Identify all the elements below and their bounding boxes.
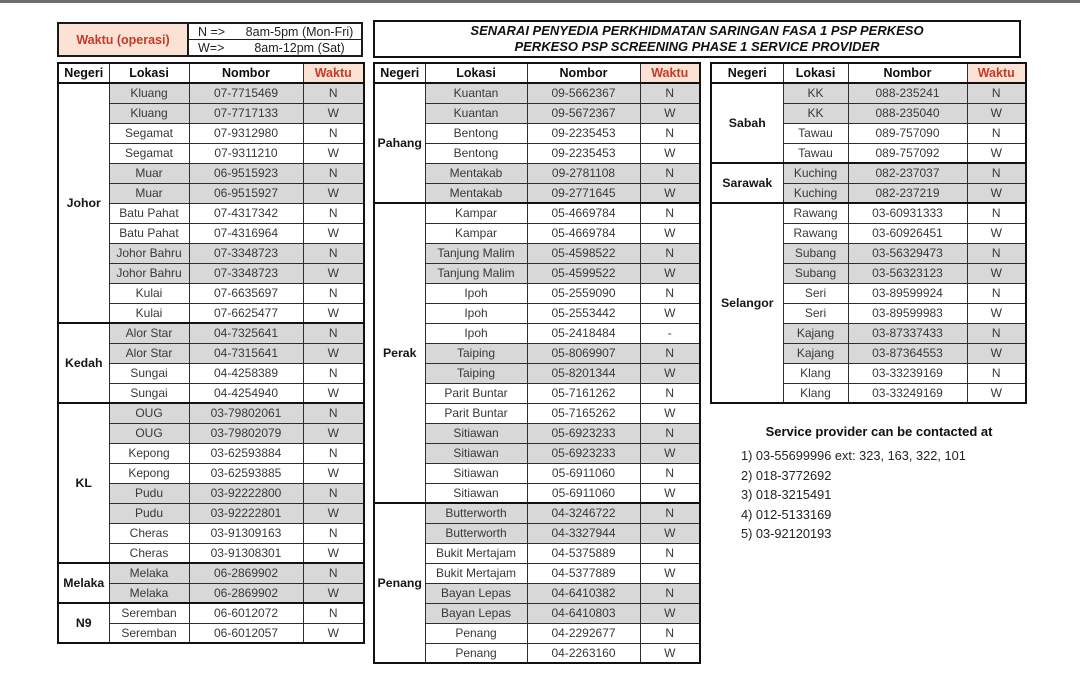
nombor-cell: 04-2292677 <box>527 623 640 643</box>
waktu-cell: N <box>640 203 700 223</box>
lokasi-cell: Ipoh <box>425 283 527 303</box>
waktu-cell: W <box>303 503 364 523</box>
contact-phone-item: 3) 018-3215491 <box>741 487 832 502</box>
nombor-cell: 03-89599983 <box>848 303 967 323</box>
lokasi-cell: Bayan Lepas <box>425 583 527 603</box>
waktu-cell: W <box>967 223 1026 243</box>
waktu-cell: N <box>303 483 364 503</box>
lokasi-cell: Kluang <box>109 103 189 123</box>
waktu-cell: W <box>640 303 700 323</box>
nombor-cell: 06-6012072 <box>189 603 303 623</box>
lokasi-cell: Muar <box>109 163 189 183</box>
table-row <box>58 403 364 423</box>
lokasi-cell: Kajang <box>783 343 848 363</box>
waktu-cell: N <box>967 83 1026 103</box>
nombor-cell: 07-9311210 <box>189 143 303 163</box>
waktu-cell: W <box>967 383 1026 403</box>
nombor-cell: 07-3348723 <box>189 263 303 283</box>
table-row <box>711 163 1026 183</box>
negeri-cell: Johor <box>58 83 109 323</box>
lokasi-cell: Tanjung Malim <box>425 243 527 263</box>
nombor-cell: 05-6923233 <box>527 443 640 463</box>
lokasi-cell: Kepong <box>109 463 189 483</box>
title-line-malay: SENARAI PENYEDIA PERKHIDMATAN SARINGAN FASA 1 PSP PERKESO <box>470 22 924 38</box>
nombor-cell: 09-2781108 <box>527 163 640 183</box>
nombor-cell: 03-33239169 <box>848 363 967 383</box>
waktu-cell: N <box>640 383 700 403</box>
nombor-cell: 082-237037 <box>848 163 967 183</box>
provider-table-middle <box>373 62 701 664</box>
lokasi-cell: Bukit Mertajam <box>425 543 527 563</box>
waktu-cell: W <box>303 383 364 403</box>
lokasi-cell: Subang <box>783 263 848 283</box>
waktu-cell: W <box>967 303 1026 323</box>
waktu-cell: W <box>640 403 700 423</box>
lokasi-cell: Seremban <box>109 623 189 643</box>
nombor-cell: 03-56323123 <box>848 263 967 283</box>
legend-rows <box>189 24 361 55</box>
legend-desc-n: 8am-5pm (Mon-Fri) <box>245 24 354 39</box>
nombor-cell: 05-4669784 <box>527 203 640 223</box>
nombor-cell: 05-6911060 <box>527 483 640 503</box>
lokasi-cell: Sitiawan <box>425 463 527 483</box>
negeri-cell: Kedah <box>58 323 109 403</box>
waktu-cell: N <box>967 163 1026 183</box>
nombor-cell: 04-4258389 <box>189 363 303 383</box>
lokasi-cell: Kluang <box>109 83 189 103</box>
nombor-cell: 04-7325641 <box>189 323 303 343</box>
nombor-cell: 03-92222801 <box>189 503 303 523</box>
lokasi-cell: Sitiawan <box>425 443 527 463</box>
waktu-cell: W <box>967 183 1026 203</box>
operating-hours-legend <box>57 22 363 57</box>
waktu-cell: W <box>640 263 700 283</box>
negeri-cell: Sarawak <box>711 163 783 203</box>
waktu-cell: W <box>640 143 700 163</box>
waktu-cell: W <box>303 463 364 483</box>
nombor-cell: 07-7717133 <box>189 103 303 123</box>
column-header-negeri: Negeri <box>711 63 783 83</box>
lokasi-cell: Sitiawan <box>425 483 527 503</box>
nombor-cell: 04-5377889 <box>527 563 640 583</box>
waktu-cell: N <box>303 323 364 343</box>
lokasi-cell: Bukit Mertajam <box>425 563 527 583</box>
lokasi-cell: Kuantan <box>425 83 527 103</box>
lokasi-cell: Klang <box>783 383 848 403</box>
lokasi-cell: Pudu <box>109 503 189 523</box>
document-title <box>373 20 1021 58</box>
waktu-cell: N <box>303 363 364 383</box>
lokasi-cell: Kajang <box>783 323 848 343</box>
contact-phone-item: 5) 03-92120193 <box>741 526 832 541</box>
waktu-cell: N <box>303 203 364 223</box>
nombor-cell: 07-7715469 <box>189 83 303 103</box>
table-row <box>58 323 364 343</box>
nombor-cell: 09-2235453 <box>527 123 640 143</box>
lokasi-cell: OUG <box>109 403 189 423</box>
contact-items <box>741 446 1017 544</box>
waktu-cell: W <box>967 263 1026 283</box>
waktu-cell: N <box>303 523 364 543</box>
waktu-cell: W <box>967 103 1026 123</box>
nombor-cell: 06-9515923 <box>189 163 303 183</box>
nombor-cell: 07-4316964 <box>189 223 303 243</box>
lokasi-cell: Butterworth <box>425 503 527 523</box>
waktu-cell: W <box>640 103 700 123</box>
nombor-cell: 07-4317342 <box>189 203 303 223</box>
negeri-cell: Penang <box>374 503 425 663</box>
waktu-cell: W <box>640 643 700 663</box>
lokasi-cell: Taiping <box>425 343 527 363</box>
waktu-cell: - <box>640 323 700 343</box>
waktu-cell: W <box>303 183 364 203</box>
negeri-cell: KL <box>58 403 109 563</box>
legend-title: Waktu (operasi) <box>59 24 189 55</box>
negeri-cell: N9 <box>58 603 109 643</box>
nombor-cell: 06-6012057 <box>189 623 303 643</box>
waktu-cell: N <box>640 503 700 523</box>
column-header-waktu: Waktu <box>303 63 364 83</box>
nombor-cell: 04-2263160 <box>527 643 640 663</box>
nombor-cell: 05-4669784 <box>527 223 640 243</box>
nombor-cell: 04-3327944 <box>527 523 640 543</box>
lokasi-cell: Tanjung Malim <box>425 263 527 283</box>
nombor-cell: 07-3348723 <box>189 243 303 263</box>
waktu-cell: W <box>640 523 700 543</box>
nombor-cell: 07-6625477 <box>189 303 303 323</box>
nombor-cell: 05-7161262 <box>527 383 640 403</box>
lokasi-cell: Kulai <box>109 303 189 323</box>
title-line-english: PERKESO PSP SCREENING PHASE 1 SERVICE PROVIDER <box>514 39 880 54</box>
nombor-cell: 03-79802079 <box>189 423 303 443</box>
contact-phone-item: 2) 018-3772692 <box>741 467 832 483</box>
contact-phone-item: 1) 03-55699996 ext: 323, 163, 322, 101 <box>741 448 966 463</box>
lokasi-cell: Johor Bahru <box>109 243 189 263</box>
lokasi-cell: Subang <box>783 243 848 263</box>
nombor-cell: 03-87337433 <box>848 323 967 343</box>
lokasi-cell: Tawau <box>783 123 848 143</box>
nombor-cell: 03-91308301 <box>189 543 303 563</box>
nombor-cell: 089-757092 <box>848 143 967 163</box>
legend-desc-w: 8am-12pm (Sat) <box>254 40 345 55</box>
lokasi-cell: Ipoh <box>425 303 527 323</box>
column-header-lokasi: Lokasi <box>109 63 189 83</box>
nombor-cell: 03-92222800 <box>189 483 303 503</box>
lokasi-cell: Klang <box>783 363 848 383</box>
waktu-cell: N <box>967 283 1026 303</box>
nombor-cell: 03-87364553 <box>848 343 967 363</box>
lokasi-cell: Pudu <box>109 483 189 503</box>
nombor-cell: 03-33249169 <box>848 383 967 403</box>
column-header-nombor: Nombor <box>527 63 640 83</box>
negeri-cell: Selangor <box>711 203 783 403</box>
column-header-negeri: Negeri <box>58 63 109 83</box>
nombor-cell: 05-4598522 <box>527 243 640 263</box>
nombor-cell: 06-2869902 <box>189 583 303 603</box>
provider-table-left <box>57 62 365 644</box>
nombor-cell: 03-91309163 <box>189 523 303 543</box>
waktu-cell: W <box>303 583 364 603</box>
waktu-cell: W <box>303 623 364 643</box>
nombor-cell: 05-8069907 <box>527 343 640 363</box>
lokasi-cell: Melaka <box>109 563 189 583</box>
nombor-cell: 04-6410803 <box>527 603 640 623</box>
nombor-cell: 03-62593884 <box>189 443 303 463</box>
lokasi-cell: Segamat <box>109 143 189 163</box>
table-row <box>58 563 364 583</box>
negeri-cell: Sabah <box>711 83 783 163</box>
lokasi-cell: Seri <box>783 303 848 323</box>
nombor-cell: 04-5375889 <box>527 543 640 563</box>
waktu-cell: N <box>303 123 364 143</box>
lokasi-cell: Bentong <box>425 143 527 163</box>
waktu-cell: W <box>640 183 700 203</box>
nombor-cell: 07-6635697 <box>189 283 303 303</box>
waktu-cell: W <box>303 543 364 563</box>
lokasi-cell: Kuching <box>783 183 848 203</box>
lokasi-cell: Segamat <box>109 123 189 143</box>
nombor-cell: 03-79802061 <box>189 403 303 423</box>
waktu-cell: N <box>303 283 364 303</box>
nombor-cell: 05-2553442 <box>527 303 640 323</box>
waktu-cell: N <box>303 83 364 103</box>
waktu-cell: W <box>303 103 364 123</box>
waktu-cell: N <box>640 163 700 183</box>
waktu-cell: N <box>640 83 700 103</box>
legend-code-n: N => <box>198 24 226 39</box>
column-header-nombor: Nombor <box>189 63 303 83</box>
nombor-cell: 03-60926451 <box>848 223 967 243</box>
nombor-cell: 09-5672367 <box>527 103 640 123</box>
lokasi-cell: Penang <box>425 643 527 663</box>
lokasi-cell: Parit Buntar <box>425 403 527 423</box>
lokasi-cell: Alor Star <box>109 343 189 363</box>
nombor-cell: 06-9515927 <box>189 183 303 203</box>
nombor-cell: 05-8201344 <box>527 363 640 383</box>
waktu-cell: N <box>303 443 364 463</box>
lokasi-cell: OUG <box>109 423 189 443</box>
lokasi-cell: Batu Pahat <box>109 223 189 243</box>
nombor-cell: 09-2771645 <box>527 183 640 203</box>
nombor-cell: 05-6923233 <box>527 423 640 443</box>
waktu-cell: N <box>303 603 364 623</box>
nombor-cell: 05-7165262 <box>527 403 640 423</box>
nombor-cell: 089-757090 <box>848 123 967 143</box>
waktu-cell: N <box>967 323 1026 343</box>
waktu-cell: N <box>640 463 700 483</box>
lokasi-cell: Taiping <box>425 363 527 383</box>
legend-row-saturday <box>189 39 361 55</box>
nombor-cell: 05-2559090 <box>527 283 640 303</box>
lokasi-cell: Seremban <box>109 603 189 623</box>
waktu-cell: N <box>640 583 700 603</box>
negeri-cell: Perak <box>374 203 425 503</box>
lokasi-cell: Mentakab <box>425 163 527 183</box>
waktu-cell: N <box>967 123 1026 143</box>
waktu-cell: W <box>967 143 1026 163</box>
lokasi-cell: Rawang <box>783 203 848 223</box>
scan-edge-line <box>0 0 1080 3</box>
waktu-cell: N <box>303 243 364 263</box>
nombor-cell: 09-2235453 <box>527 143 640 163</box>
lokasi-cell: Butterworth <box>425 523 527 543</box>
lokasi-cell: Alor Star <box>109 323 189 343</box>
column-header-negeri: Negeri <box>374 63 425 83</box>
legend-row-weekday <box>189 24 361 39</box>
lokasi-cell: Muar <box>109 183 189 203</box>
contact-info-block <box>741 424 1017 544</box>
waktu-cell: W <box>640 483 700 503</box>
lokasi-cell: Tawau <box>783 143 848 163</box>
waktu-cell: N <box>640 123 700 143</box>
lokasi-cell: Ipoh <box>425 323 527 343</box>
nombor-cell: 05-6911060 <box>527 463 640 483</box>
lokasi-cell: Cheras <box>109 523 189 543</box>
nombor-cell: 04-3246722 <box>527 503 640 523</box>
waktu-cell: N <box>303 403 364 423</box>
nombor-cell: 05-2418484 <box>527 323 640 343</box>
table-row <box>711 83 1026 103</box>
waktu-cell: N <box>303 163 364 183</box>
waktu-cell: W <box>303 223 364 243</box>
lokasi-cell: Sungai <box>109 363 189 383</box>
nombor-cell: 07-9312980 <box>189 123 303 143</box>
waktu-cell: W <box>640 563 700 583</box>
contact-phone-item: 4) 012-5133169 <box>741 506 832 522</box>
nombor-cell: 03-62593885 <box>189 463 303 483</box>
nombor-cell: 05-4599522 <box>527 263 640 283</box>
table-row <box>374 203 700 223</box>
waktu-cell: N <box>640 623 700 643</box>
lokasi-cell: Bayan Lepas <box>425 603 527 623</box>
lokasi-cell: Batu Pahat <box>109 203 189 223</box>
table-row <box>374 503 700 523</box>
table-row <box>58 83 364 103</box>
waktu-cell: N <box>967 363 1026 383</box>
negeri-cell: Melaka <box>58 563 109 603</box>
nombor-cell: 088-235241 <box>848 83 967 103</box>
lokasi-cell: Cheras <box>109 543 189 563</box>
column-header-waktu: Waktu <box>967 63 1026 83</box>
lokasi-cell: Kepong <box>109 443 189 463</box>
lokasi-cell: Bentong <box>425 123 527 143</box>
waktu-cell: N <box>640 243 700 263</box>
contact-heading: Service provider can be contacted at <box>765 424 993 439</box>
waktu-cell: W <box>303 343 364 363</box>
waktu-cell: W <box>303 263 364 283</box>
waktu-cell: N <box>967 203 1026 223</box>
waktu-cell: N <box>640 343 700 363</box>
lokasi-cell: Kampar <box>425 203 527 223</box>
column-header-lokasi: Lokasi <box>783 63 848 83</box>
lokasi-cell: Sitiawan <box>425 423 527 443</box>
waktu-cell: N <box>640 423 700 443</box>
waktu-cell: N <box>640 543 700 563</box>
lokasi-cell: Parit Buntar <box>425 383 527 403</box>
nombor-cell: 088-235040 <box>848 103 967 123</box>
waktu-cell: W <box>967 343 1026 363</box>
nombor-cell: 03-89599924 <box>848 283 967 303</box>
lokasi-cell: Kuantan <box>425 103 527 123</box>
lokasi-cell: Kuching <box>783 163 848 183</box>
waktu-cell: W <box>640 443 700 463</box>
column-header-nombor: Nombor <box>848 63 967 83</box>
nombor-cell: 06-2869902 <box>189 563 303 583</box>
table-row <box>374 83 700 103</box>
waktu-cell: W <box>303 143 364 163</box>
lokasi-cell: Rawang <box>783 223 848 243</box>
lokasi-cell: KK <box>783 103 848 123</box>
lokasi-cell: Kampar <box>425 223 527 243</box>
nombor-cell: 03-56329473 <box>848 243 967 263</box>
nombor-cell: 09-5662367 <box>527 83 640 103</box>
lokasi-cell: Johor Bahru <box>109 263 189 283</box>
nombor-cell: 04-7315641 <box>189 343 303 363</box>
waktu-cell: N <box>640 283 700 303</box>
lokasi-cell: Seri <box>783 283 848 303</box>
column-header-waktu: Waktu <box>640 63 700 83</box>
waktu-cell: W <box>640 603 700 623</box>
column-header-lokasi: Lokasi <box>425 63 527 83</box>
lokasi-cell: Mentakab <box>425 183 527 203</box>
waktu-cell: W <box>303 423 364 443</box>
waktu-cell: W <box>303 303 364 323</box>
nombor-cell: 04-4254940 <box>189 383 303 403</box>
nombor-cell: 04-6410382 <box>527 583 640 603</box>
table-row <box>58 603 364 623</box>
waktu-cell: W <box>640 363 700 383</box>
lokasi-cell: KK <box>783 83 848 103</box>
lokasi-cell: Sungai <box>109 383 189 403</box>
nombor-cell: 082-237219 <box>848 183 967 203</box>
lokasi-cell: Penang <box>425 623 527 643</box>
nombor-cell: 03-60931333 <box>848 203 967 223</box>
waktu-cell: W <box>640 223 700 243</box>
waktu-cell: N <box>303 563 364 583</box>
legend-code-w: W=> <box>198 40 225 55</box>
lokasi-cell: Kulai <box>109 283 189 303</box>
provider-table-right <box>710 62 1027 404</box>
waktu-cell: N <box>967 243 1026 263</box>
lokasi-cell: Melaka <box>109 583 189 603</box>
negeri-cell: Pahang <box>374 83 425 203</box>
table-row <box>711 203 1026 223</box>
